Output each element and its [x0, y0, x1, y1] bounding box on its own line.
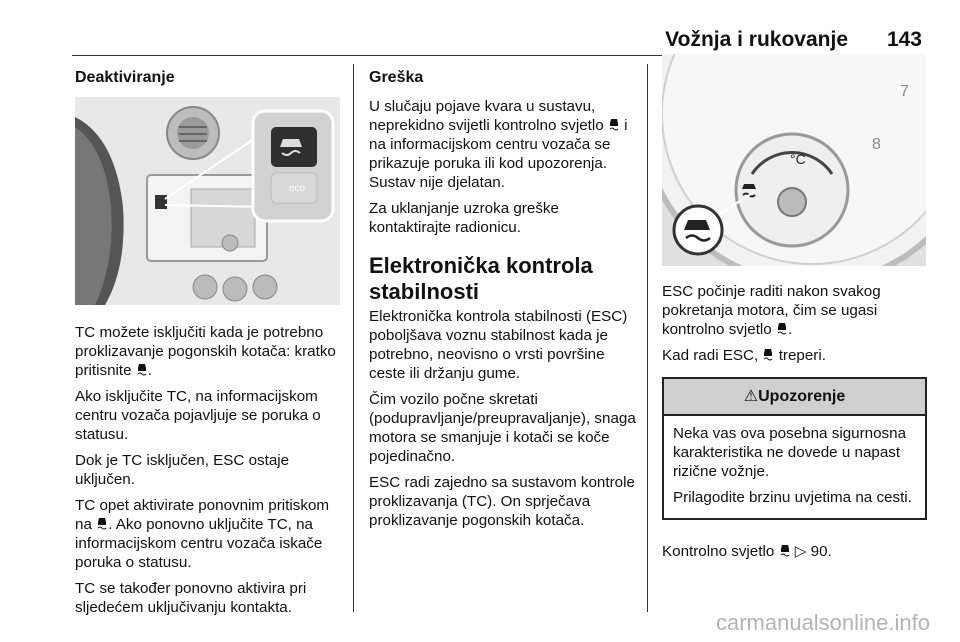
- column-1: [75, 64, 343, 624]
- section-heading-greska: Greška: [369, 69, 424, 86]
- paragraph: ESC radi zajedno sa sustavom kontrole proklizavanja (TC). On sprječava proklizavanje pogonskih kotača.: [369, 474, 635, 529]
- column-divider-1: [353, 64, 354, 612]
- eco-button-label: eco: [289, 183, 306, 194]
- paragraph: Ako isključite TC, na informacijskom centru vozača pojavljuje se poruka o statusu.: [75, 388, 321, 443]
- page-reference-arrow-icon: ▷: [794, 543, 807, 560]
- paragraph: Kad radi ESC, treperi.: [662, 347, 826, 364]
- paragraph: TC opet aktivirate ponovnim pritiskom na . Ako ponovno uključite TC, na informacijskom centru vozača iskače poruka o statusu.: [75, 497, 330, 571]
- watermark: carmanualsonline.info: [715, 610, 930, 635]
- paragraph: Neka vas ova posebna sigurnosna karakteristika ne dovede u napast rizične vožnje.: [673, 425, 907, 480]
- paragraph: Dok je TC isključen, ESC ostaje uključen.: [75, 452, 290, 488]
- page-header: [0, 0, 960, 58]
- paragraph: TC možete isključiti kada je potrebno proklizavanje pogonskih kotača: kratko pritisnite .: [75, 324, 336, 379]
- warning-triangle-icon: ⚠: [743, 388, 759, 405]
- paragraph: Za uklanjanje uzroka greške kontaktirajte radionicu.: [369, 200, 559, 236]
- column-3: [662, 64, 927, 568]
- warning-title: Upozorenje: [758, 388, 846, 405]
- section-heading-esc: Elektronička kontrola stabilnosti: [369, 253, 593, 304]
- warning-body: [664, 416, 925, 518]
- page-number: 143: [886, 28, 922, 51]
- traction-control-icon: [608, 118, 620, 131]
- paragraph: Čim vozilo počne skretati (podupravljanje/preupravaljanje), snaga motora se smanjuje i kotači se koče pojedinačno.: [369, 391, 636, 465]
- warning-header: [664, 379, 925, 416]
- paragraph: ESC počinje raditi nakon svakog pokretanja motora, čim se ugasi kontrolno svjetlo .: [662, 283, 881, 338]
- traction-control-icon: [96, 517, 108, 530]
- esc-indicator-icon: [779, 544, 791, 557]
- instrument-cluster-figure: [662, 54, 926, 266]
- chapter-title: Vožnja i rukovanje: [665, 28, 848, 51]
- gauge-digit-7: 7: [900, 83, 909, 100]
- warning-box: [662, 377, 927, 520]
- traction-control-icon: [136, 363, 148, 376]
- paragraph: U slučaju pojave kvara u sustavu, neprekidno svijetli kontrolno svjetlo i na informacijskom centru vozača se prikazuje poruka ili kod upozorenja. Sustav nije djelatan.: [369, 98, 628, 191]
- paragraph: TC se također ponovno aktivira pri sljedećem uključivanju kontakta.: [75, 580, 307, 616]
- gauge-illustration: [662, 54, 926, 266]
- esc-indicator-icon: [762, 348, 774, 361]
- cross-reference[interactable]: Kontrolno svjetlo ▷ 90.: [662, 543, 832, 560]
- column-divider-2: [647, 64, 648, 612]
- paragraph: Prilagodite brzinu uvjetima na cesti.: [673, 489, 912, 506]
- gauge-digit-8: 8: [872, 136, 881, 153]
- paragraph: Elektronička kontrola stabilnosti (ESC) poboljšava voznu stabilnost kada je potrebno, neovisno o vrsti površine ceste ili držanju gume.: [369, 308, 628, 382]
- section-heading-deaktiviranje: Deaktiviranje: [75, 69, 175, 86]
- esc-indicator-icon: [776, 322, 788, 335]
- column-2: [369, 64, 637, 537]
- dashboard-illustration: [75, 97, 340, 305]
- dashboard-tc-button-figure: [75, 97, 340, 305]
- temperature-unit-label: °C: [790, 151, 806, 167]
